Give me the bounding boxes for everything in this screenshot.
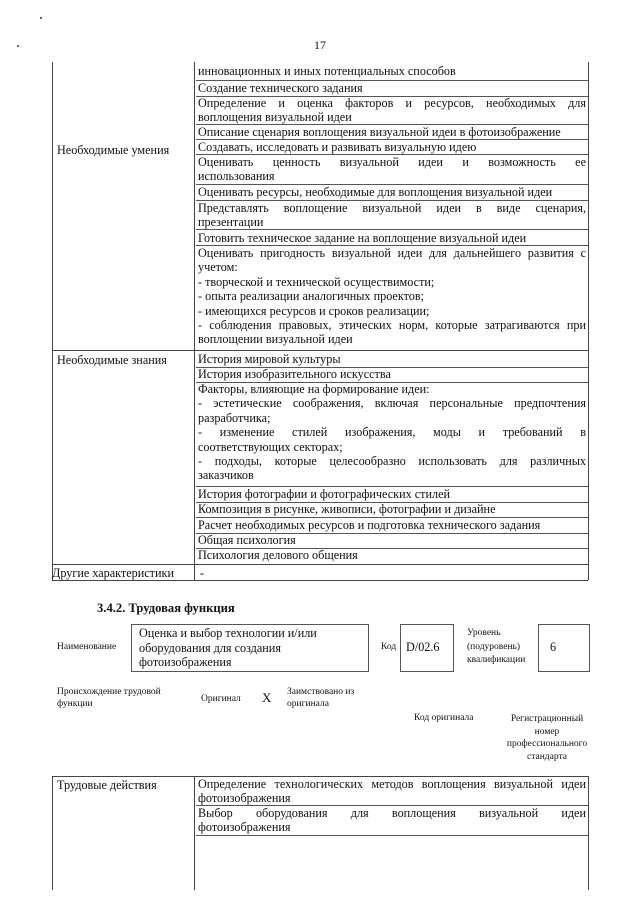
knowledge-item: История фотографии и фотографических стилей bbox=[198, 487, 451, 501]
knowledge-item: Факторы, влияющие на формирование идеи: - эстетические соображения, включая персональные предпочтения разработчика; - изменение стилей изображения, моды и требований в соответствующих секторах; - подходы, которые целесообразно использовать для различных заказчиков bbox=[198, 382, 586, 483]
knowledge-label: Необходимые знания bbox=[57, 353, 167, 367]
borrowed-label: Заимствовано из оригинала bbox=[287, 687, 355, 709]
row-divider bbox=[196, 835, 588, 836]
scan-speck bbox=[40, 17, 42, 19]
skill-item: Представлять воплощение визуальной идеи в виде сценария, презентации bbox=[198, 201, 586, 230]
skill-item: Оценивать ценность визуальной идеи и возможность ее использования bbox=[198, 155, 586, 184]
labor-action-item: Определение технологических методов воплощения визуальной идеи фотоизображения bbox=[198, 777, 586, 806]
knowledge-item: Расчет необходимых ресурсов и подготовка технического задания bbox=[198, 518, 541, 532]
level-label: Уровень (подуровень) квалификации bbox=[467, 628, 526, 665]
page-number: 17 bbox=[314, 38, 326, 52]
actions-table-left-border bbox=[52, 776, 53, 890]
actions-table-right-border bbox=[588, 776, 589, 890]
skill-item: Определение и оценка факторов и ресурсов, необходимых для воплощения визуальной идеи bbox=[198, 96, 586, 125]
skill-item: Оценивать ресурсы, необходимые для воплощения визуальной идеи bbox=[198, 185, 553, 199]
section-divider-knowledge bbox=[52, 350, 588, 351]
original-mark: X bbox=[262, 690, 272, 705]
section-divider-other bbox=[52, 564, 588, 565]
table-right-border bbox=[588, 62, 589, 580]
labor-action-item: Выбор оборудования для воплощения визуальной идеи фотоизображения bbox=[198, 806, 586, 835]
registration-number-label: Регистрационный номер профессионального стандарта bbox=[506, 714, 588, 762]
labor-actions-label: Трудовые действия bbox=[57, 778, 157, 792]
table-column-divider bbox=[194, 62, 195, 580]
scan-speck bbox=[17, 45, 19, 47]
knowledge-item: Общая психология bbox=[198, 533, 296, 547]
other-characteristics-label: Другие характеристики bbox=[52, 566, 174, 580]
actions-table-column-divider bbox=[194, 776, 195, 890]
section-title: 3.4.2. Трудовая функция bbox=[97, 601, 235, 615]
skill-item: Оценивать пригодность визуальной идеи для дальнейшего развития с учетом: - творческой и технической осуществимости; - опыта реализации аналогичных проектов; - имеющихся ресурсов и сроков реализации; - соблюдения правовых, этических норм, которые затрагиваются при воплощении визуальной идеи bbox=[198, 246, 586, 347]
skill-item: Создавать, исследовать и развивать визуальную идею bbox=[198, 140, 477, 154]
origin-label: Происхождение трудовой функции bbox=[57, 687, 161, 709]
level-value: 6 bbox=[550, 640, 557, 654]
knowledge-item: История изобразительного искусства bbox=[198, 367, 391, 381]
code-label: Код bbox=[381, 642, 397, 652]
knowledge-item: Психология делового общения bbox=[198, 548, 358, 562]
skill-item: Создание технического задания bbox=[198, 81, 363, 95]
knowledge-item: Композиция в рисунке, живописи, фотографии и дизайне bbox=[198, 502, 496, 516]
knowledge-item: История мировой культуры bbox=[198, 352, 341, 366]
function-name: Оценка и выбор технологии и/или оборудования для создания фотоизображения bbox=[139, 626, 317, 669]
name-label: Наименование bbox=[57, 642, 117, 652]
code-value: D/02.6 bbox=[406, 640, 440, 654]
skill-item: инновационных и иных потенциальных способов bbox=[198, 64, 456, 78]
skill-item: Готовить техническое задание на воплощение визуальной идеи bbox=[198, 231, 527, 245]
skill-item: Описание сценария воплощения визуальной идеи в фотоизображение bbox=[198, 125, 561, 139]
original-code-label: Код оригинала bbox=[414, 713, 474, 723]
original-label: Оригинал bbox=[201, 694, 241, 704]
skills-label: Необходимые умения bbox=[57, 143, 170, 157]
table-left-border bbox=[52, 62, 53, 580]
other-characteristics-value: - bbox=[200, 566, 205, 580]
row-divider bbox=[196, 229, 588, 230]
level-value-box bbox=[538, 624, 590, 672]
